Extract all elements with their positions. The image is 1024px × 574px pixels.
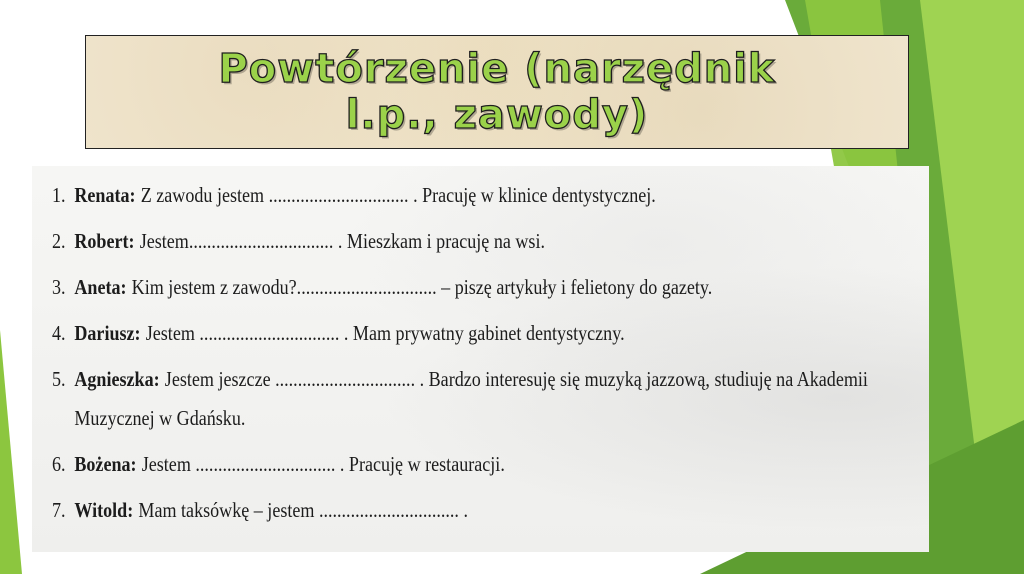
- exercise-item-6: [52, 453, 942, 476]
- exercise-item-7: [52, 499, 942, 522]
- slide-title: Powtórzenie (narzędnik l.p., zawody): [218, 46, 776, 138]
- title-box: [85, 35, 909, 149]
- item-number: 7.: [52, 498, 66, 522]
- exercise-item-1: [52, 184, 942, 207]
- item-number: 3.: [52, 275, 66, 299]
- exercise-item-5: [52, 368, 942, 391]
- item-number: 6.: [52, 452, 66, 476]
- item-speaker: Aneta:: [74, 275, 127, 299]
- exercise-scan: [32, 166, 929, 552]
- item-number: 5.: [52, 367, 66, 391]
- item-text: Mam taksówkę – jestem ............................... .: [138, 498, 468, 522]
- exercise-item-4: [52, 322, 942, 345]
- item-text: Kim jestem z zawodu?............................... – piszę artykuły i felietony do gazety.: [131, 275, 713, 299]
- item-text: Z zawodu jestem ............................... . Pracuję w klinice dentystycznej.: [140, 183, 656, 207]
- item-text: Jestem................................ . Mieszkam i pracuję na wsi.: [139, 229, 545, 253]
- exercise-item-3: [52, 276, 942, 299]
- item-number: 4.: [52, 321, 66, 345]
- item-speaker: Dariusz:: [74, 321, 141, 345]
- item-text: Jestem jeszcze ............................... . Bardzo interesuję się muzyką jazzową, studiuję na Akademii: [164, 367, 868, 391]
- item-speaker: Bożena:: [74, 452, 137, 476]
- item-text: Jestem ............................... . Mam prywatny gabinet dentystyczny.: [145, 321, 625, 345]
- item-text-continuation: Muzycznej w Gdańsku.: [74, 406, 246, 430]
- item-speaker: Witold:: [74, 498, 134, 522]
- exercise-item-2: [52, 230, 942, 253]
- item-speaker: Agnieszka:: [74, 367, 160, 391]
- item-speaker: Renata:: [74, 183, 136, 207]
- item-speaker: Robert:: [74, 229, 135, 253]
- green-shape-left: [0, 330, 22, 574]
- item-number: 2.: [52, 229, 66, 253]
- item-text: Jestem ............................... . Pracuję w restauracji.: [141, 452, 505, 476]
- item-number: 1.: [52, 183, 66, 207]
